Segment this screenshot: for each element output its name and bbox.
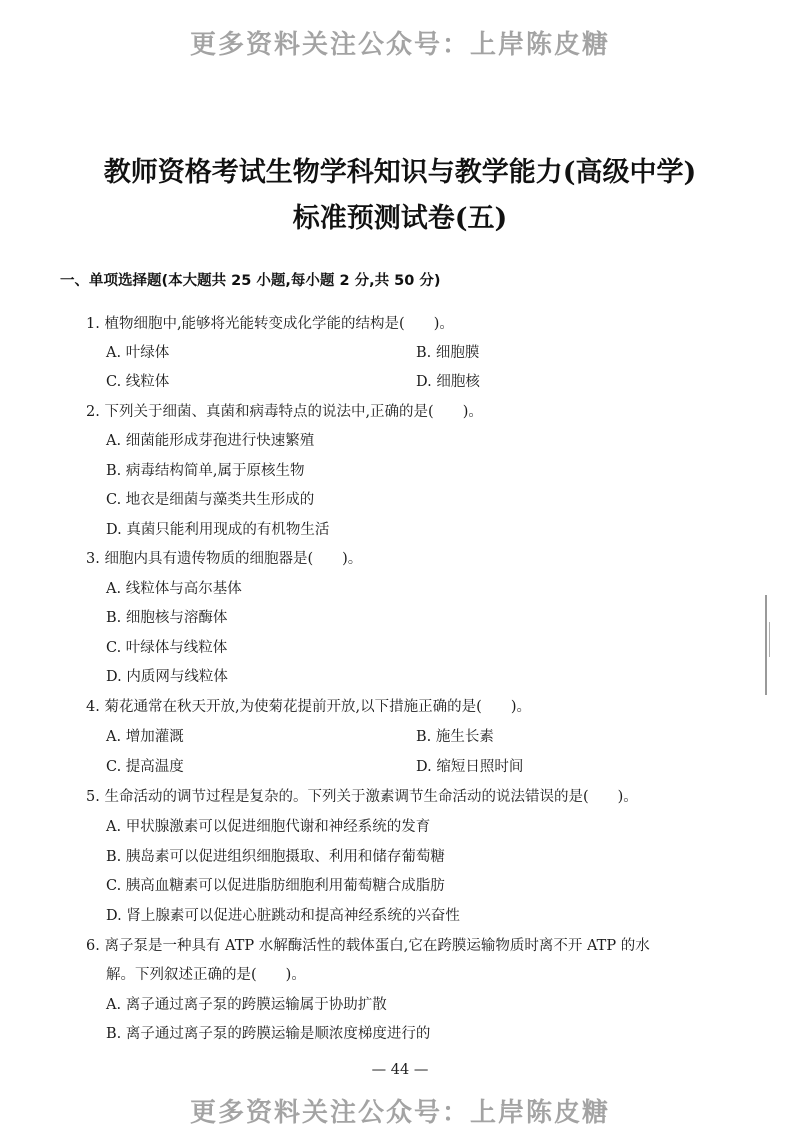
question-1-option-a: A. 叶绿体: [106, 345, 170, 361]
question-3-stem: 3. 细胞内具有遗传物质的细胞器是( )。: [86, 551, 363, 567]
question-1-stem: 1. 植物细胞中,能够将光能转变成化学能的结构是( )。: [86, 316, 454, 332]
question-4-option-a: A. 增加灌溉: [106, 729, 184, 745]
question-5-option-d: D. 肾上腺素可以促进心脏跳动和提高神经系统的兴奋性: [106, 908, 460, 924]
question-5-option-c: C. 胰高血糖素可以促进脂肪细胞利用葡萄糖合成脂肪: [106, 878, 445, 894]
question-1-option-c: C. 线粒体: [106, 374, 170, 390]
paper-title: 教师资格考试生物学科知识与教学能力(高级中学): [103, 157, 697, 188]
question-2-option-c: C. 地衣是细菌与藻类共生形成的: [106, 492, 315, 508]
question-6-option-a: A. 离子通过离子泵的跨膜运输属于协助扩散: [106, 997, 387, 1013]
question-2-option-b: B. 病毒结构简单,属于原核生物: [106, 463, 305, 479]
question-2-option-d: D. 真菌只能利用现成的有机物生活: [106, 522, 330, 538]
question-3-option-d: D. 内质网与线粒体: [106, 669, 228, 685]
question-5-option-b: B. 胰岛素可以促进组织细胞摄取、利用和储存葡萄糖: [106, 849, 445, 865]
question-3-option-c: C. 叶绿体与线粒体: [106, 640, 228, 656]
section-heading: 一、单项选择题(本大题共 25 小题,每小题 2 分,共 50 分): [60, 273, 441, 289]
question-3-option-a: A. 线粒体与高尔基体: [106, 581, 242, 597]
question-1-option-d: D. 细胞核: [416, 374, 480, 390]
page-number: — 44 —: [371, 1062, 429, 1078]
question-6-stem-continued: 解。下列叙述正确的是( )。: [106, 967, 306, 983]
question-4-stem: 4. 菊花通常在秋天开放,为使菊花提前开放,以下措施正确的是( )。: [86, 699, 531, 715]
question-6-stem: 6. 离子泵是一种具有 ATP 水解酶活性的载体蛋白,它在跨膜运输物质时离不开 ATP 的水: [86, 938, 650, 954]
question-3-option-b: B. 细胞核与溶酶体: [106, 610, 228, 626]
question-6-option-b: B. 离子通过离子泵的跨膜运输是顺浓度梯度进行的: [106, 1026, 431, 1042]
scan-artifact-line: [765, 595, 767, 695]
paper-subtitle: 标准预测试卷(五): [292, 203, 508, 234]
question-4-option-c: C. 提高温度: [106, 759, 184, 775]
watermark-bottom: 更多资料关注公众号：上岸陈皮糖: [189, 1098, 610, 1128]
scan-artifact-line-short: [769, 622, 770, 657]
question-2-option-a: A. 细菌能形成芽孢进行快速繁殖: [106, 433, 315, 449]
watermark-top: 更多资料关注公众号：上岸陈皮糖: [189, 30, 610, 60]
question-5-stem: 5. 生命活动的调节过程是复杂的。下列关于激素调节生命活动的说法错误的是( )。: [86, 789, 638, 805]
question-4-option-b: B. 施生长素: [416, 729, 494, 745]
question-5-option-a: A. 甲状腺激素可以促进细胞代谢和神经系统的发育: [106, 819, 431, 835]
question-2-stem: 2. 下列关于细菌、真菌和病毒特点的说法中,正确的是( )。: [86, 404, 483, 420]
question-1-option-b: B. 细胞膜: [416, 345, 480, 361]
question-4-option-d: D. 缩短日照时间: [416, 759, 524, 775]
